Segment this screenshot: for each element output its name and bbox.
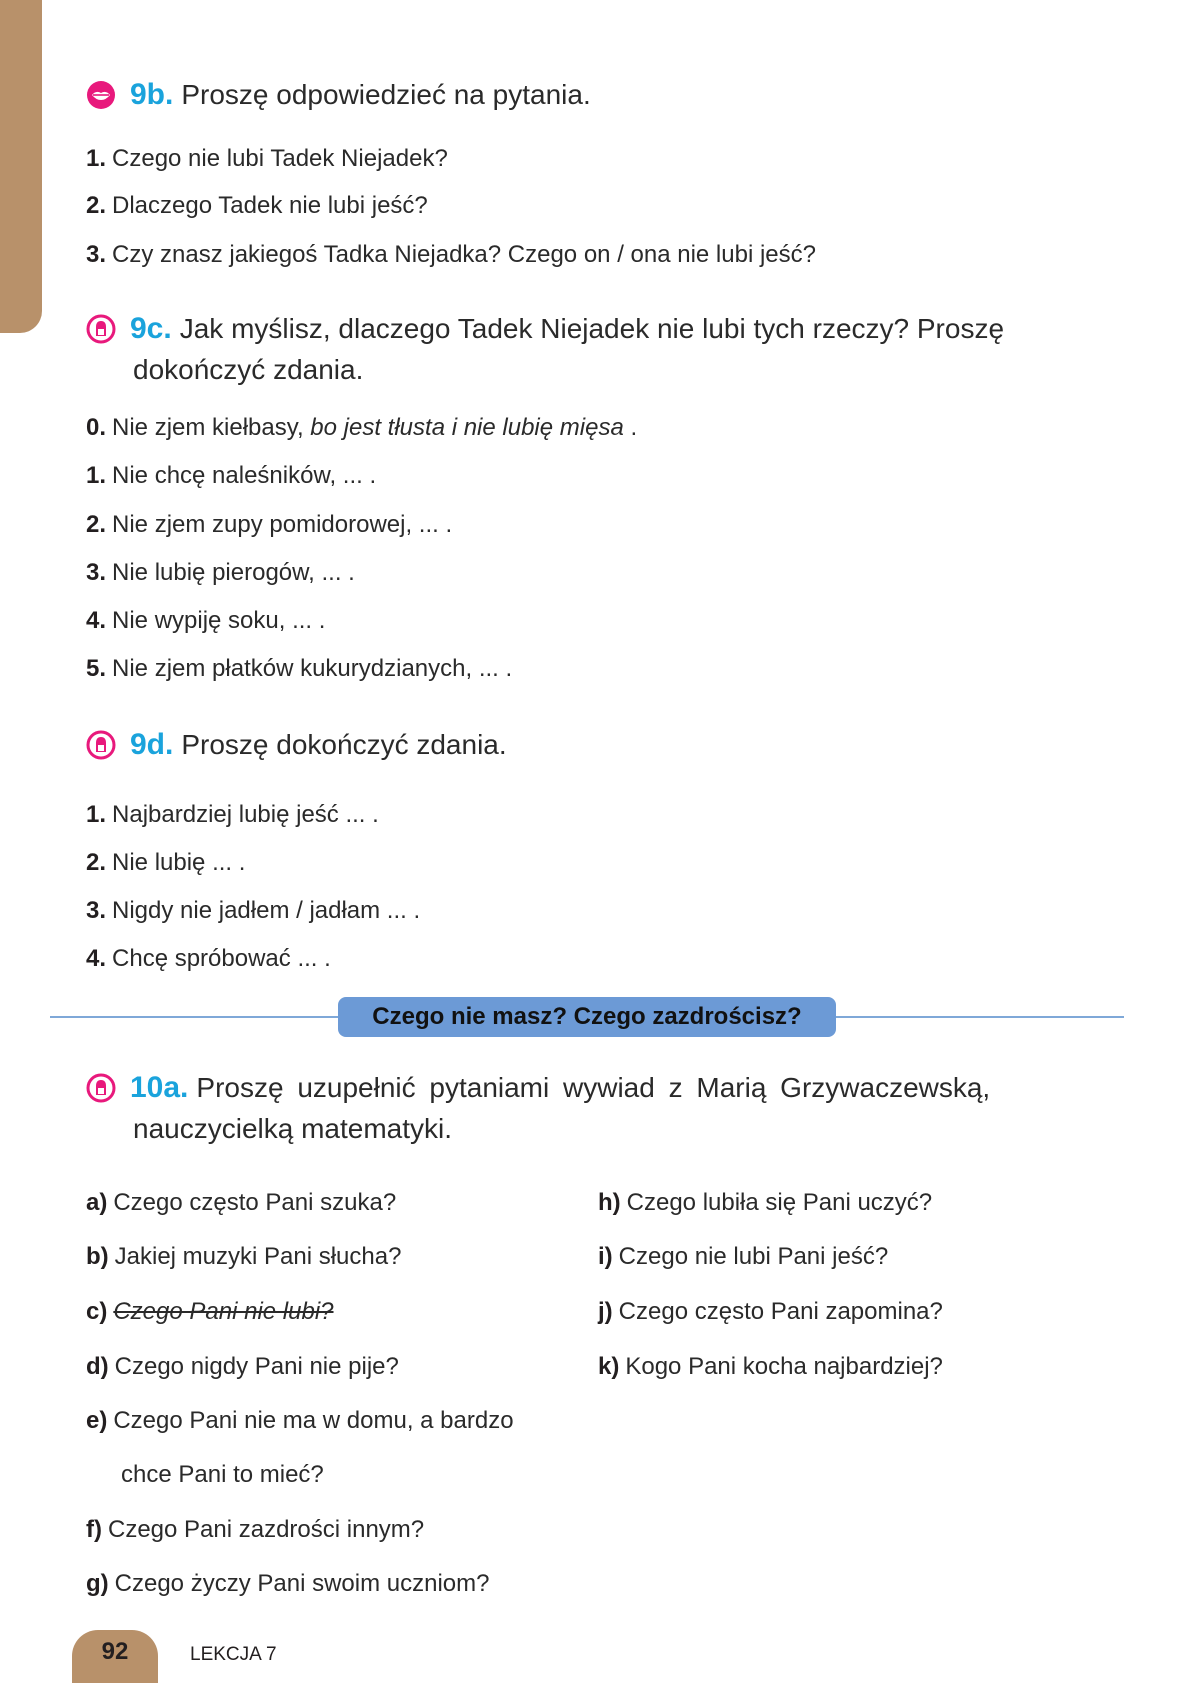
list-item-cont: chce Pani to mieć? xyxy=(121,1461,324,1488)
exercise-instruction-cont: nauczycielką matematyki. xyxy=(133,1113,453,1144)
list-item: 3. Czy znasz jakiegoś Tadka Niejadka? Czego on / ona nie lubi jeść? xyxy=(86,241,816,268)
list-item: 2. Nie zjem zupy pomidorowej, ... . xyxy=(86,511,453,538)
list-item: 4. Chcę spróbować ... . xyxy=(86,945,331,972)
list-item: 4. Nie wypiję soku, ... . xyxy=(86,607,326,634)
exercise-number: 9b. xyxy=(130,78,174,111)
exercise-number: 10a. xyxy=(130,1071,189,1104)
page-number: 92 xyxy=(101,1638,129,1665)
list-item: h) Czego lubiła się Pani uczyć? xyxy=(598,1189,933,1216)
exercise-instruction-cont: dokończyć zdania. xyxy=(133,354,364,385)
exercise-9d-heading xyxy=(86,724,507,765)
exercise-9b-heading xyxy=(86,74,591,115)
section-title: Czego nie masz? Czego zazdrościsz? xyxy=(338,997,836,1037)
list-item: 3. Nigdy nie jadłem / jadłam ... . xyxy=(86,897,421,924)
list-item: d) Czego nigdy Pani nie pije? xyxy=(86,1353,399,1380)
exercise-instruction: Proszę dokończyć zdania. xyxy=(181,729,507,760)
exercise-instruction: Proszę odpowiedzieć na pytania. xyxy=(181,79,591,110)
list-item: 1. Czego nie lubi Tadek Niejadek? xyxy=(86,145,448,172)
list-item: j) Czego często Pani zapomina? xyxy=(598,1298,943,1325)
pencil-icon xyxy=(86,1073,116,1103)
example-item: 0. Nie zjem kiełbasy, bo jest tłusta i nie lubię mięsa . xyxy=(86,414,638,441)
pencil-icon xyxy=(86,730,116,760)
lesson-label: LEKCJA 7 xyxy=(190,1644,277,1665)
exercise-number: 9c. xyxy=(130,312,172,345)
side-tab xyxy=(0,0,42,333)
list-item: 1. Najbardziej lubię jeść ... . xyxy=(86,801,379,828)
list-item: b) Jakiej muzyki Pani słucha? xyxy=(86,1243,402,1270)
list-item-struck: c) Czego Pani nie lubi? xyxy=(86,1298,334,1325)
pencil-icon xyxy=(86,314,116,344)
exercise-number: 9d. xyxy=(130,728,174,761)
list-item: 5. Nie zjem płatków kukurydzianych, ... . xyxy=(86,655,513,682)
list-item: a) Czego często Pani szuka? xyxy=(86,1189,397,1216)
list-item: i) Czego nie lubi Pani jeść? xyxy=(598,1243,889,1270)
list-item: e) Czego Pani nie ma w domu, a bardzo xyxy=(86,1407,514,1434)
list-item: 3. Nie lubię pierogów, ... . xyxy=(86,559,355,586)
exercise-9c-heading xyxy=(86,308,1126,390)
exercise-instruction: Proszę uzupełnić pytaniami wywiad z Marią Grzywaczewską, xyxy=(196,1072,991,1103)
list-item: g) Czego życzy Pani swoim uczniom? xyxy=(86,1570,490,1597)
list-item: f) Czego Pani zazdrości innym? xyxy=(86,1516,425,1543)
list-item: k) Kogo Pani kocha najbardziej? xyxy=(598,1353,943,1380)
list-item: 2. Nie lubię ... . xyxy=(86,849,246,876)
list-item: 2. Dlaczego Tadek nie lubi jeść? xyxy=(86,192,428,219)
exercise-10a-heading xyxy=(86,1067,1126,1149)
lips-icon xyxy=(86,80,116,110)
exercise-instruction: Jak myślisz, dlaczego Tadek Niejadek nie lubi tych rzeczy? Proszę xyxy=(179,313,1005,344)
list-item: 1. Nie chcę naleśników, ... . xyxy=(86,462,377,489)
